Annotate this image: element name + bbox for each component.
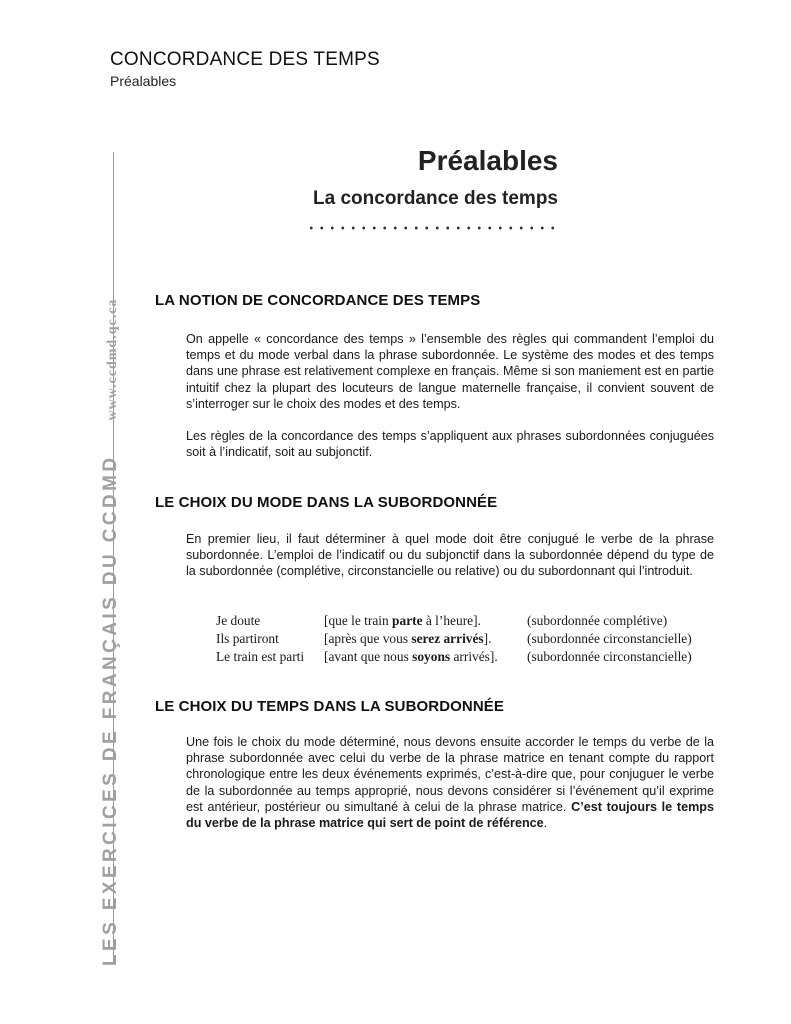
examples-table xyxy=(216,612,692,666)
section-heading-tense: LE CHOIX DU TEMPS DANS LA SUBORDONNÉE xyxy=(155,698,504,715)
key-rule-emphasis: C’est toujours le temps du verbe de la phrase matrice qui sert de point de référence xyxy=(186,799,714,831)
example-main-clause: Ils partiront xyxy=(216,631,279,646)
page-subtitle: La concordance des temps xyxy=(313,188,558,209)
sidebar-branding xyxy=(100,299,122,966)
example-type: (subordonnée complétive) xyxy=(527,613,668,628)
example-main-clause: Le train est parti xyxy=(216,649,305,664)
running-header xyxy=(110,48,380,90)
example-verb: serez arrivés xyxy=(411,631,484,646)
example-subordinate: [après que vous serez arrivés]. xyxy=(324,631,492,646)
paragraph-notion-definition: On appelle « concordance des temps » l’ensemble des règles qui commandent l’emploi du temps et du mode verbal dans la phrase subordonnée. Le système des modes et des temps dans une phrase est relativement complexe en français. Même si son maniement est en partie intuitif chez la plupart des locuteurs de langue maternelle française, il convient souvent de s’interroger sur le choix des modes et des temps. xyxy=(186,332,714,411)
example-verb: parte xyxy=(392,613,423,628)
section-heading-notion: LA NOTION DE CONCORDANCE DES TEMPS xyxy=(155,292,481,309)
running-header-subtitle: Préalables xyxy=(110,73,177,89)
paragraph-notion-rules: Les règles de la concordance des temps s’appliquent aux phrases subordonnées conjuguées soit à l’indicatif, soit au subjonctif. xyxy=(186,429,714,460)
example-main-clause: Je doute xyxy=(216,613,261,628)
paragraph-tense-choice: Une fois le choix du mode déterminé, nous devons ensuite accorder le temps du verbe de la phrase subordonnée avec celui du verbe de la phrase matrice en tenant compte du rapport chronologique entre les deux événements exprimés, c’est-à-dire que, pour conjuguer le verbe de la subordonnée au temps approprié, nous devons considérer si l’événement qu’il exprime est antérieur, postérieur ou simultané à celui de la phrase matrice. C’est toujours le temps du verbe de la phrase matrice qui sert de point de référence. xyxy=(186,735,714,831)
section-heading-mode: LE CHOIX DU MODE DANS LA SUBORDONNÉE xyxy=(155,494,498,511)
example-verb: soyons xyxy=(412,649,451,664)
paragraph-mode-choice: En premier lieu, il faut déterminer à quel mode doit être conjugué le verbe de la phrase subordonnée. L’emploi de l’indicatif ou du subjonctif dans la subordonnée dépend du type de la subordonnée (complétive, circonstancielle ou relative) ou du subordonnant qui l’introduit. xyxy=(186,532,714,579)
series-title: LES EXERCICES DE FRANÇAIS DU CCDMD xyxy=(100,454,121,966)
website-link[interactable]: www.ccdmd.qc.ca xyxy=(105,298,120,421)
dotted-divider xyxy=(306,222,558,234)
example-subordinate: [que le train parte à l’heure]. xyxy=(324,613,481,628)
example-row xyxy=(216,630,692,648)
running-header-title: CONCORDANCE DES TEMPS xyxy=(110,49,380,70)
example-row xyxy=(216,612,692,630)
example-type: (subordonnée circonstancielle) xyxy=(527,649,692,664)
example-subordinate: [avant que nous soyons arrivés]. xyxy=(324,649,498,664)
page-title: Préalables xyxy=(417,145,558,176)
example-type: (subordonnée circonstancielle) xyxy=(527,631,692,646)
example-row xyxy=(216,648,692,666)
